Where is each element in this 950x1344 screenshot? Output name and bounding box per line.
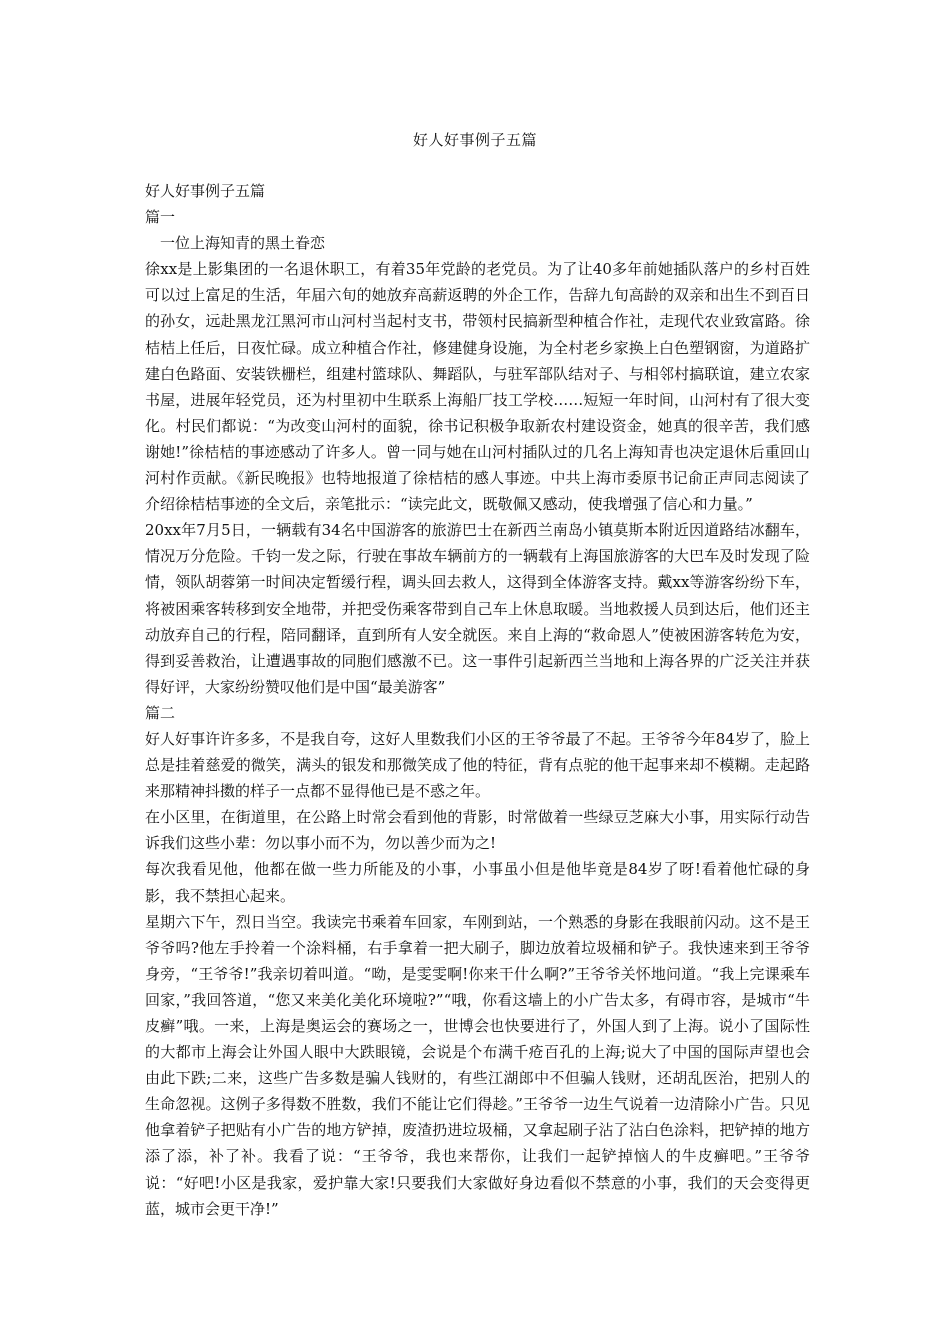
paragraph: 每次我看见他，他都在做一些力所能及的小事，小事虽小但是他毕竟是84岁了呀!看着他忙碌的身影，我不禁担心起来。 xyxy=(145,860,810,905)
document-body xyxy=(145,178,810,1222)
paragraph: 好人好事许许多多，不是我自夸，这好人里数我们小区的王爷爷最了不起。王爷爷今年84岁了，脸上总是挂着慈爱的微笑，满头的银发和那微笑成了他的特征，背有点驼的他干起事来却不模糊。走起路来那精神抖擞的样子一点都不显得他已是不惑之年。 xyxy=(145,729,810,801)
paragraph: 在小区里，在街道里，在公路上时常会看到他的背影，时常做着一些绿豆芝麻大小事，用实际行动告诉我们这些小辈：勿以事小而不为，勿以善少而为之! xyxy=(145,808,810,853)
paragraph: 20xx年7月5日，一辆载有34名中国游客的旅游巴士在新西兰南岛小镇莫斯本附近因道路结冰翻车，情况万分危险。千钧一发之际，行驶在事故车辆前方的一辆载有上海国旅游客的大巴车及时发现了险情，领队胡蓉第一时间决定暂缓行程，调头回去救人，这得到全体游客支持。戴xx等游客纷纷下车，将被困乘客转移到安全地带，并把受伤乘客带到自己车上休息取暖。当地救援人员到达后，他们还主动放弃自己的行程，陪同翻译，直到所有人安全就医。来自上海的“救命恩人”使被困游客转危为安，得到妥善救治，让遭遇事故的同胞们感激不已。这一事件引起新西兰当地和上海各界的广泛关注并获得好评，大家纷纷赞叹他们是中国“最美游客” xyxy=(145,521,810,696)
document-subtitle: 好人好事例子五篇 xyxy=(145,182,266,200)
section-heading-1: 篇一 xyxy=(145,208,176,227)
section-heading-2: 篇二 xyxy=(145,703,176,722)
story-title-1: 一位上海知青的黑土眷恋 xyxy=(160,234,326,253)
paragraph: 徐xx是上影集团的一名退休职工，有着35年党龄的老党员。为了让40多年前她插队落户的乡村百姓可以过上富足的生活，年届六旬的她放弃高薪返聘的外企工作，告辞九旬高龄的双亲和出生不到百日的孙女，远赴黑龙江黑河市山河村当起村支书，带领村民搞新型种植合作社，走现代农业致富路。徐桔桔上任后，日夜忙碌。成立种植合作社，修建健身设施，为全村老乡家换上白色塑钢窗，为道路扩建白色路面、安装铁栅栏，组建村篮球队、舞蹈队，与驻军部队结对子、与相邻村搞联谊，建立农家书屋，进展年轻党员，还为村里初中生联系上海船厂技工学校……短短一年时间，山河村有了很大变化。村民们都说：“为改变山河村的面貌，徐书记积极争取新农村建设资金，她真的很辛苦，我们感谢她!”徐桔桔的事迹感动了许多人。曾一同与她在山河村插队过的几名上海知青也决定退休后重回山河村作贡献。《新民晚报》也特地报道了徐桔桔的感人事迹。中共上海市委原书记俞正声同志阅读了介绍徐桔桔事迹的全文后，亲笔批示：“读完此文，既敬佩又感动，使我增强了信心和力量。” xyxy=(145,260,810,514)
paragraph: 星期六下午，烈日当空。我读完书乘着车回家，车刚到站，一个熟悉的身影在我眼前闪动。这不是王爷爷吗?他左手拎着一个涂料桶，右手拿着一把大刷子，脚边放着垃圾桶和铲子。我快速来到王爷爷身旁，“王爷爷!”我亲切着叫道。“呦，是雯雯啊!你来干什么啊?”王爷爷关怀地问道。“我上完课乘车回家，”我回答道，“您又来美化美化环境啦?”“哦，你看这墙上的小广告太多，有碍市容，是城市“牛皮癣”哦。一来，上海是奥运会的赛场之一，世博会也快要进行了，外国人到了上海。说小了国际性的大都市上海会让外国人眼中大跌眼镜，会说是个布满千疮百孔的上海;说大了中国的国际声望也会由此下跌;二来，这些广告多数是骗人钱财的，有些江湖郎中不但骗人钱财，还胡乱医治，把别人的生命忽视。这例子多得数不胜数，我们不能让它们得趁。”王爷爷一边生气说着一边清除小广告。只见他拿着铲子把贴有小广告的地方铲掉，废渣扔进垃圾桶，又拿起刷子沾了沾白色涂料，把铲掉的地方添了添，补了补。我看了说：“王爷爷，我也来帮你，让我们一起铲掉恼人的牛皮癣吧。”王爷爷说：“好吧!小区是我家，爱护靠大家!只要我们大家做好身边看似不禁意的小事，我们的天会变得更蓝，城市会更干净!” xyxy=(145,912,810,1218)
document-title: 好人好事例子五篇 xyxy=(412,131,537,149)
